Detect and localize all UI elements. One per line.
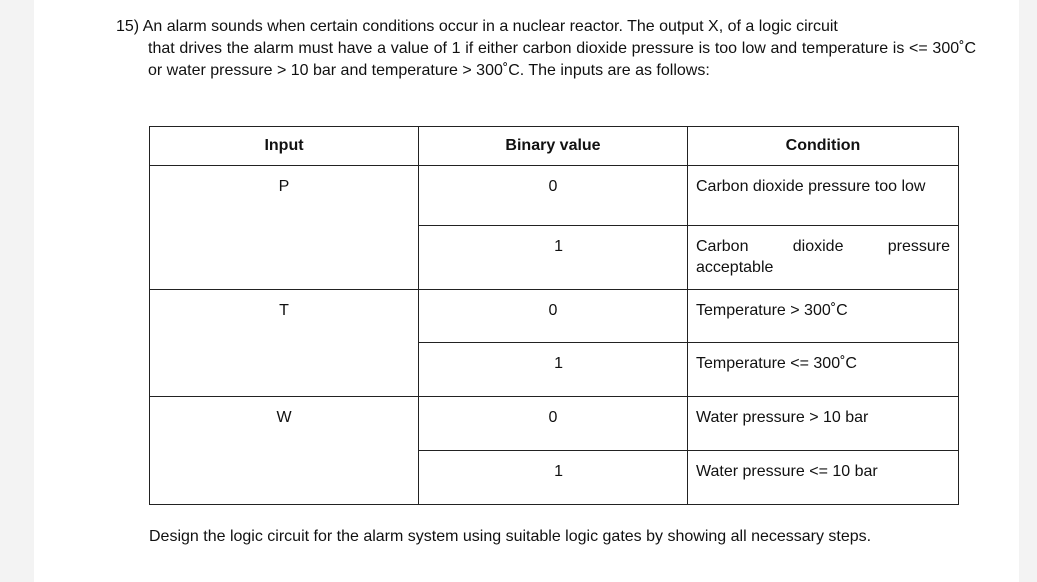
- binary-value: 0: [548, 302, 558, 319]
- header-input: Input: [150, 127, 419, 166]
- condition-text: Water pressure <= 10 bar: [696, 463, 878, 480]
- question-line1: An alarm sounds when certain conditions occur in a nuclear reactor. The output X, of a logic circuit: [142, 18, 838, 35]
- condition-text: Carbon dioxide pressure acceptable: [696, 238, 950, 276]
- condition-cell: [688, 226, 959, 290]
- binary-cell: [419, 166, 688, 226]
- condition-cell: [688, 451, 959, 505]
- binary-value: 0: [548, 178, 558, 195]
- condition-cell: [688, 397, 959, 451]
- input-label: T: [279, 302, 289, 319]
- condition-text: Water pressure > 10 bar: [696, 409, 869, 426]
- table-row: [150, 290, 959, 343]
- condition-text: Temperature > 300˚C: [696, 302, 848, 319]
- binary-cell: [419, 226, 688, 290]
- input-cell-t: [150, 290, 419, 397]
- question-text: [118, 16, 976, 82]
- binary-cell: [419, 290, 688, 343]
- condition-cell: [688, 166, 959, 226]
- binary-cell: [419, 397, 688, 451]
- condition-text: Temperature <= 300˚C: [696, 355, 857, 372]
- binary-cell: [419, 451, 688, 505]
- instruction-text: Design the logic circuit for the alarm system using suitable logic gates by showing all necessary steps.: [149, 528, 872, 545]
- binary-cell: [419, 343, 688, 397]
- condition-cell: [688, 290, 959, 343]
- condition-cell: [688, 343, 959, 397]
- table-row: [150, 166, 959, 226]
- conditions-table: [149, 126, 959, 505]
- binary-value: 0: [548, 409, 558, 426]
- condition-text: Carbon dioxide pressure too low: [696, 178, 926, 195]
- header-binary-value: Binary value: [419, 127, 688, 166]
- binary-value: 1: [554, 238, 563, 255]
- input-cell-w: [150, 397, 419, 505]
- input-label: W: [276, 409, 292, 426]
- table-header-row: [150, 127, 959, 166]
- input-cell-p: [150, 166, 419, 290]
- question-body: that drives the alarm must have a value of 1 if either carbon dioxide pressure is too low and temperature is <= 300˚C or water pressure > 10 bar and temperature > 300˚C. The inputs are as follows:: [148, 40, 976, 79]
- question-first-line: [116, 16, 976, 38]
- question-number: 15): [116, 18, 140, 35]
- binary-value: 1: [554, 355, 563, 372]
- table-row: [150, 397, 959, 451]
- header-condition: Condition: [688, 127, 959, 166]
- binary-value: 1: [554, 463, 563, 480]
- input-label: P: [278, 178, 290, 195]
